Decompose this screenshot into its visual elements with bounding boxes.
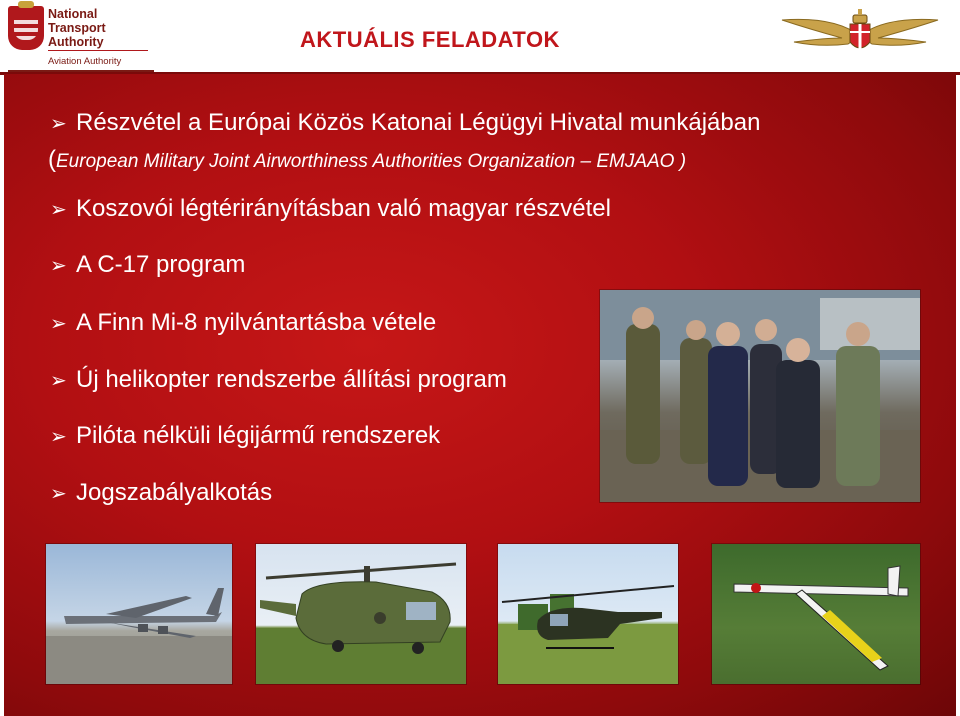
winged-crest-icon (780, 6, 940, 62)
arrow-bullet-icon: ➢ (50, 426, 67, 448)
bullet-item (50, 480, 272, 507)
subline-text: European Military Joint Airworthiness Authorities Organization – EMJAAO ) (56, 151, 687, 172)
bullet-item (50, 252, 245, 279)
arrow-bullet-icon: ➢ (50, 313, 67, 335)
hungarian-crest-icon (8, 6, 44, 50)
logo-divider (48, 50, 148, 51)
bullet-text: Pilóta nélküli légijármű rendszerek (76, 422, 441, 449)
bullet-item (50, 196, 611, 223)
bullet-text: Jogszabályalkotás (76, 479, 273, 506)
header (0, 0, 960, 74)
logo-line-3: Authority (48, 35, 104, 49)
mi8-helicopter-photo (256, 544, 466, 684)
uav-drone-photo (712, 544, 920, 684)
bullet-item (50, 310, 436, 337)
bullet-item (50, 110, 760, 137)
bullet-item (50, 423, 440, 450)
subline-paren: ( (48, 146, 56, 173)
logo-subtitle: Aviation Authority (48, 56, 122, 67)
logo-line-1: National (48, 7, 98, 21)
page-title: AKTUÁLIS FELADATOK (300, 27, 560, 52)
arrow-bullet-icon: ➢ (50, 199, 67, 221)
arrow-bullet-icon: ➢ (50, 483, 67, 505)
uh1-helicopter-photo (498, 544, 678, 684)
bullet-text: Koszovói légtérirányításban való magyar részvétel (76, 195, 611, 222)
nta-logo (4, 2, 150, 72)
officials-group-photo (600, 290, 920, 502)
bullet-text: Részvétel a Európai Közös Katonai Légügyi Hivatal munkájában (76, 109, 761, 136)
bullet-item (50, 367, 507, 394)
bullet-subline (48, 146, 686, 174)
arrow-bullet-icon: ➢ (50, 113, 67, 135)
c17-aircraft-photo (46, 544, 232, 684)
arrow-bullet-icon: ➢ (50, 370, 67, 392)
arrow-bullet-icon: ➢ (50, 255, 67, 277)
bullet-text: Új helikopter rendszerbe állítási program (76, 366, 507, 393)
bullet-text: A Finn Mi-8 nyilvántartásba vétele (76, 309, 437, 336)
logo-line-2: Transport (48, 21, 106, 35)
bullet-text: A C-17 program (76, 251, 246, 278)
